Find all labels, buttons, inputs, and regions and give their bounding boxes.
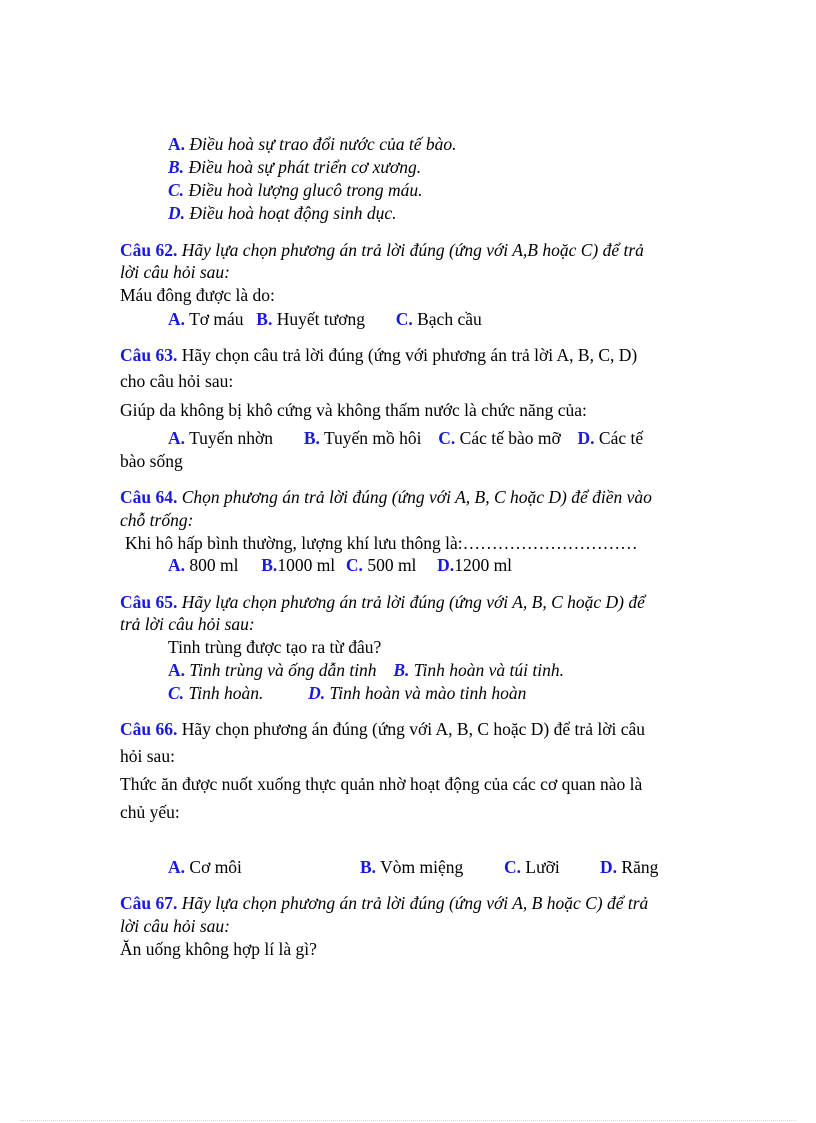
q65-options-row2: C. Tinh hoàn. D. Tinh hoàn và mào tinh hoàn (168, 683, 527, 703)
question-number: Câu 67. (120, 893, 178, 913)
q66-option-d: D. Răng (600, 857, 659, 877)
q66-instruction-cont: hỏi sau: (120, 746, 175, 766)
q61-option-c: C. Điều hoà lượng glucô trong máu. (168, 180, 423, 200)
q61-option-d: D. Điều hoà hoạt động sinh dục. (168, 203, 397, 223)
q61-option-b: B. Điều hoà sự phát triển cơ xương. (168, 157, 422, 177)
q63-question: Giúp da không bị khô cứng và không thấm nước là chức năng của: (120, 400, 587, 420)
question-number: Câu 66. (120, 719, 178, 739)
q64-options: A. 800 ml B.1000 ml C. 500 ml D.1200 ml (168, 555, 513, 575)
q63-option-d-cont: bào sống (120, 451, 183, 471)
q65-heading: Câu 65. Hãy lựa chọn phương án trả lời đúng (ứng với A, B, C hoặc D) để (120, 592, 645, 612)
q66-option-b: B. Vòm miệng (360, 857, 464, 877)
q62-question: Máu đông được là do: (120, 285, 275, 305)
q62-instruction-cont: lời câu hỏi sau: (120, 262, 230, 282)
q66-option-a: A. Cơ môi (168, 857, 242, 877)
q65-question: Tinh trùng được tạo ra từ đâu? (168, 637, 382, 657)
q62-heading: Câu 62. Hãy lựa chọn phương án trả lời đúng (ứng với A,B hoặc C) để trả (120, 240, 644, 260)
question-number: Câu 62. (120, 240, 178, 260)
q64-question: Khi hô hấp bình thường, lượng khí lưu thông là:………………………… (125, 533, 638, 553)
question-number: Câu 65. (120, 592, 178, 612)
q66-question-line1: Thức ăn được nuốt xuống thực quản nhờ hoạt động của các cơ quan nào là (120, 774, 643, 794)
q62-options: A. Tơ máu B. Huyết tương C. Bạch cầu (168, 309, 482, 329)
page-bottom-divider (20, 1120, 796, 1121)
question-number: Câu 63. (120, 345, 178, 365)
q63-heading: Câu 63. Hãy chọn câu trả lời đúng (ứng với phương án trả lời A, B, C, D) (120, 345, 638, 365)
q66-heading: Câu 66. Hãy chọn phương án đúng (ứng với A, B, C hoặc D) để trả lời câu (120, 719, 645, 739)
q65-instruction-cont: trả lời câu hỏi sau: (120, 614, 255, 634)
q61-option-a: A. Điều hoà sự trao đổi nước của tế bào. (168, 134, 457, 154)
q64-instruction-cont: chỗ trống: (120, 510, 194, 530)
q63-instruction-cont: cho câu hỏi sau: (120, 371, 234, 391)
q67-question: Ăn uống không hợp lí là gì? (120, 939, 317, 959)
q63-options: A. Tuyến nhờn B. Tuyến mồ hôi C. Các tế bào mỡ D. Các tế (168, 428, 644, 448)
q64-heading: Câu 64. Chọn phương án trả lời đúng (ứng với A, B, C hoặc D) để điền vào (120, 487, 652, 507)
q67-instruction-cont: lời câu hỏi sau: (120, 916, 230, 936)
question-number: Câu 64. (120, 487, 178, 507)
q66-question-line2: chủ yếu: (120, 802, 180, 822)
q66-option-c: C. Lưỡi (504, 857, 560, 877)
q65-options-row1: A. Tinh trùng và ống dẫn tinh B. Tinh hoàn và túi tinh. (168, 660, 564, 680)
q67-heading: Câu 67. Hãy lựa chọn phương án trả lời đúng (ứng với A, B hoặc C) để trả (120, 893, 649, 913)
